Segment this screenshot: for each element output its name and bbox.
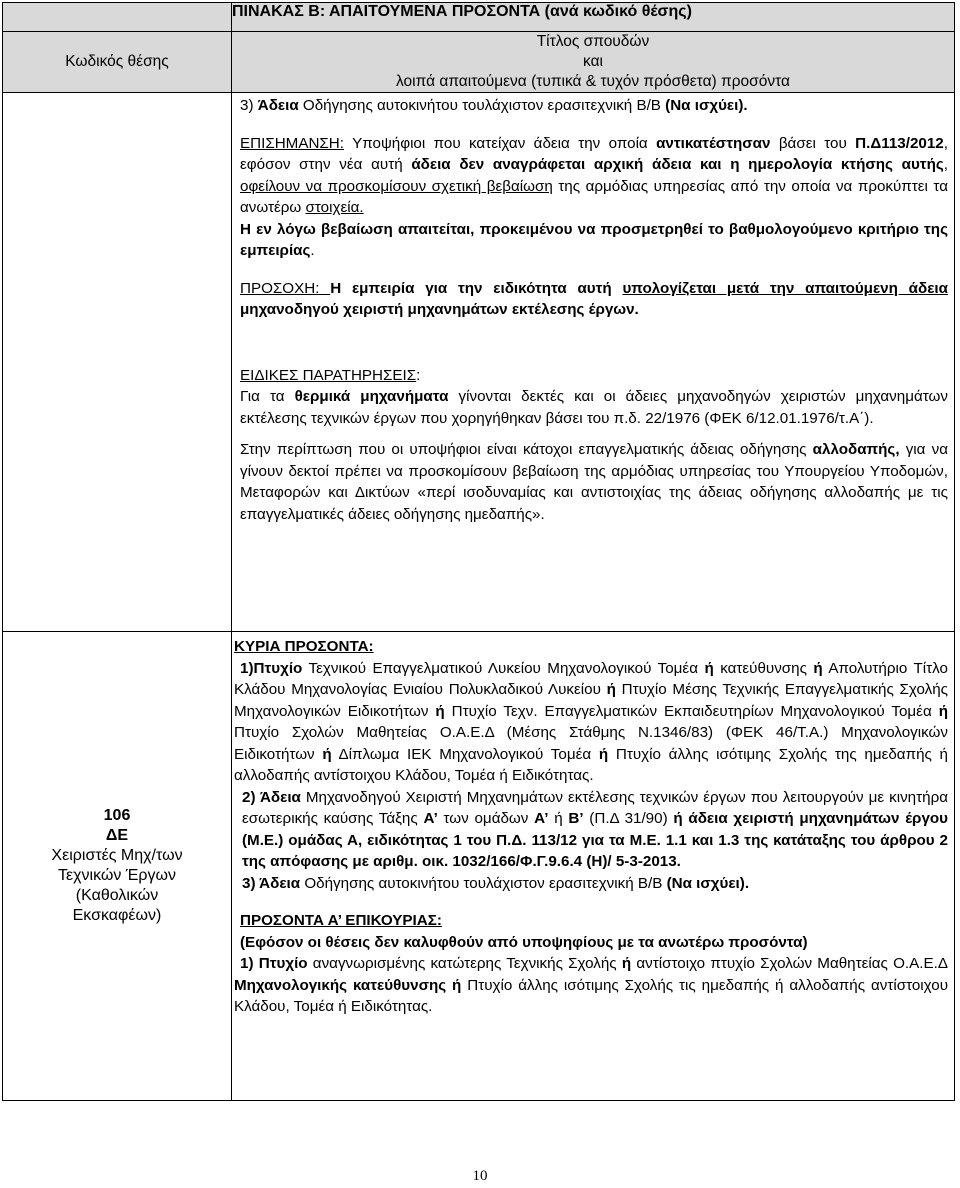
table-title-row	[3, 3, 955, 32]
notice-paragraph: ΕΠΙΣΗΜΑΝΣΗ: Υποψήφιοι που κατείχαν άδεια την οποία αντικατέστησαν βάσει του Π.Δ113/2012, εφόσον στην νέα αυτή άδεια δεν αναγράφεται αρχική άδεια και η ημερολογία κτήσης αυτής, οφείλουν να προσκομίσουν σχετική βεβαίωση της αρμόδιας υπηρεσίας από την οποία να προκύπτει τα ανωτέρω στοιχεία. Η εν λόγω βεβαίωση απαιτείται, προκειμένου να προσμετρηθεί το βαθμολογούμενο κριτήριο της εμπειρίας.	[240, 134, 949, 259]
position-title-line-4: Εκσκαφέων)	[72, 907, 162, 924]
column-header-line-3: λοιπά απαιτούμενα (τυπικά & τυχόν πρόσθετα) προσόντα	[396, 73, 790, 90]
position-code-cell	[3, 632, 232, 1101]
position-title-line-2: Τεχνικών Έργων	[58, 867, 176, 884]
position-category: ΔΕ	[105, 827, 129, 844]
upper-continuation-row	[3, 93, 955, 632]
main-qualifications-label: ΚΥΡΙΑ ΠΡΟΣΟΝΤΑ:	[234, 638, 374, 655]
remarks-label: ΕΙΔΙΚΕΣ ΠΑΡΑΤΗΡΗΣΕΙΣ	[240, 366, 417, 384]
main-qualifications-block: ΚΥΡΙΑ ΠΡΟΣΟΝΤΑ: 1)Πτυχίο Τεχνικού Επαγγελματικού Λυκείου Μηχανολογικού Τομέα ή κατεύθυνσης ή Απολυτήριο Τίτλο Κλάδου Μηχανολογίας Ενιαίου Πολυκλαδικού Λυκείου ή Πτυχίο Μέσης Τεχνικής Επαγγελματικής Σχολής Μηχανολογικών Ειδικοτήτων ή Πτυχίο Τεχν. Επαγγελματικών Εκπαιδευτηρίων Μηχανολογικού Τομέα ή Πτυχίο Σχολών Μαθητείας Ο.Α.Ε.Δ (Μέσης Στάθμης Ν.1346/83) (ΦΕΚ 46/Τ.Α.) Μηχανολογικών Ειδικοτήτων ή Δίπλωμα ΙΕΚ Μηχανολογικού Τομέα ή Πτυχίο άλλης ισότιμης Σχολής της ημεδαπής ή αλλοδαπής αντίστοιχου Κλάδου, Τομέα ή Ειδικότητας. 2) Άδεια Μηχανοδηγού Χειριστή Μηχανημάτων εκτέλεσης τεχνικών έργων που λειτουργούν με κινητήρα εσωτερικής καύσης Τάξης Α’ των ομάδων Α’ ή Β’ (Π.Δ 31/90) ή άδεια χειριστή μηχανημάτων έργου (Μ.Ε.) ομάδας Α, ειδικότητας 1 του Π.Δ. 113/12 για τα Μ.Ε. 1.1 και 1.3 της κατάταξης του άρθρου 2 της απόφασης με αριθμ. οικ. 1032/166/Φ.Γ.9.6.4 (Η)/ 5-3-2013. 3) Άδεια Οδήγησης αυτοκινήτου τουλάχιστον ερασιτεχνική Β/Β (Να ισχύει). ΠΡΟΣΟΝΤΑ Α’ ΕΠΙΚΟΥΡΙΑΣ: (Εφόσον οι θέσεις δεν καλυφθούν από υποψηφίους με τα ανωτέρω προσόντα) 1) Πτυχίο αναγνωρισμένης κατώτερης Τεχνικής Σχολής ή αντίστοιχο πτυχίο Σχολών Μαθητείας Ο.Α.Ε.Δ Μηχανολογικής κατεύθυνσης ή Πτυχίο άλλης ισότιμης Σχολής τις ημεδαπής ή αλλοδαπής αντίστοιχου Κλάδου, Τομέα ή Ειδικότητας.	[234, 638, 949, 1015]
notice-label: ΕΠΙΣΗΜΑΝΣΗ:	[240, 134, 344, 152]
header-row	[3, 32, 955, 93]
position-title-line-1: Χειριστές Μηχ/των	[51, 847, 183, 864]
license-paragraph: 3) Άδεια Οδήγησης αυτοκινήτου τουλάχιστον ερασιτεχνική Β/Β (Να ισχύει).	[240, 97, 748, 114]
position-row	[3, 632, 955, 1101]
attention-label: ΠΡΟΣΟΧΗ:	[240, 279, 331, 297]
special-remarks-paragraph: ΕΙΔΙΚΕΣ ΠΑΡΑΤΗΡΗΣΕΙΣ: Για τα θερμικά μηχανήματα γίνονται δεκτές και οι άδειες μηχανοδηγών χειριστών μηχανημάτων εκτέλεσης τεχνικών έργων που χορηγήθηκαν βάσει του π.δ. 22/1976 (ΦΕΚ 6/12.01.1976/τ.Α΄). Στην περίπτωση που οι υποψήφιοι είναι κάτοχοι επαγγελματικής άδειας οδήγησης αλλοδαπής, για να γίνουν δεκτοί πρέπει να προσκομίσουν βεβαίωση της αρμόδιας υπηρεσίας του Υπουργείου Υποδομών, Μεταφορών και Δικτύων «περί ισοδυναμίας και αντιστοιχίας της άδειας οδήγησης αλλοδαπής με τις επαγγελματικές άδειες οδήγησης ημεδαπής».	[240, 366, 948, 523]
upper-notes-cell	[232, 93, 955, 632]
attention-paragraph: ΠΡΟΣΟΧΗ: Η εμπειρία για την ειδικότητα αυτή υπολογίζεται μετά την απαιτούμενη άδεια μηχανοδηγού χειριστή μηχανημάτων εκτέλεσης έργων.	[240, 279, 948, 318]
auxiliary-qualifications-label: ΠΡΟΣΟΝΤΑ Α’ ΕΠΙΚΟΥΡΙΑΣ:	[240, 912, 442, 929]
column-header-line-1: Τίτλος σπουδών	[536, 33, 650, 50]
page-number: 10	[472, 1168, 488, 1184]
column-header-qualifications	[232, 32, 955, 93]
qualifications-table	[2, 2, 955, 1101]
table-title: ΠΙΝΑΚΑΣ Β: ΑΠΑΙΤΟΥΜΕΝΑ ΠΡΟΣΟΝΤΑ (ανά κωδικό θέσης)	[232, 3, 955, 32]
main-qualifications-cell	[232, 632, 955, 1101]
position-number: 106	[103, 807, 131, 824]
column-header-line-2: και	[583, 53, 603, 70]
position-title-line-3: (Καθολικών	[75, 887, 159, 904]
column-header-code: Κωδικός θέσης	[3, 32, 232, 93]
